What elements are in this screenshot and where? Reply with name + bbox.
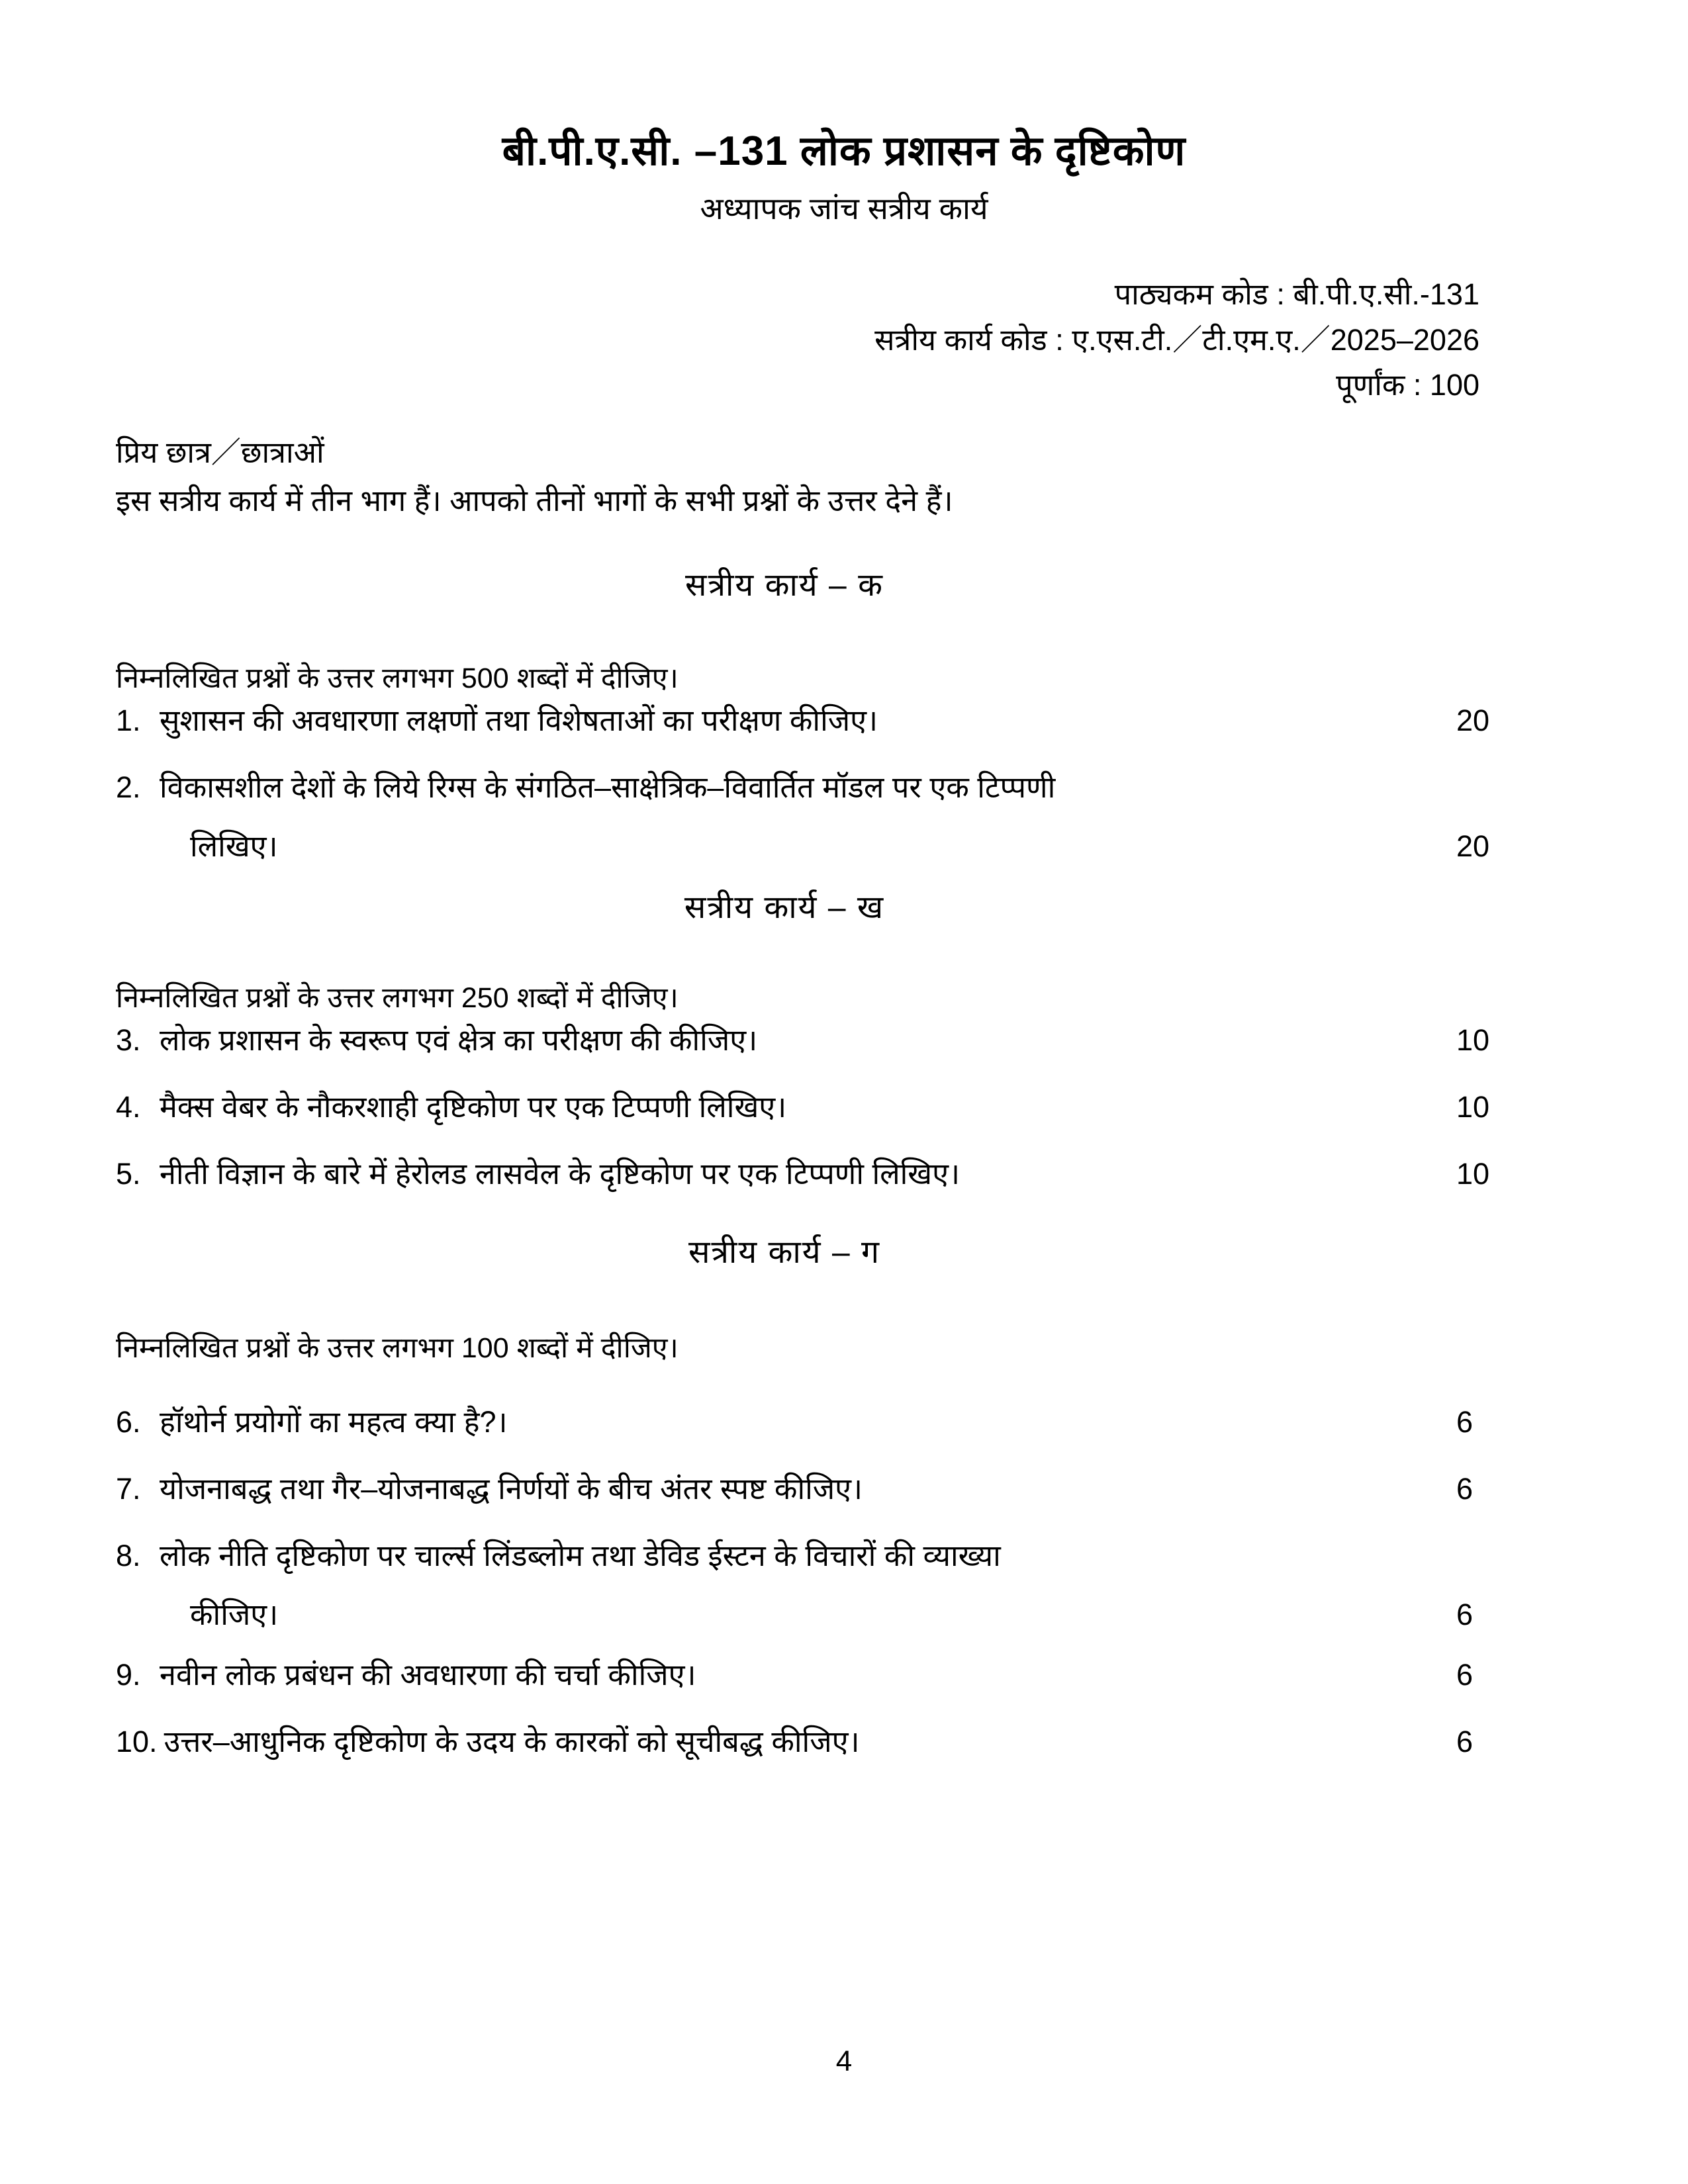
question-number: 7.: [116, 1472, 141, 1506]
question-row: [0, 1023, 1688, 1058]
question-text: योजनाबद्ध तथा गैर–योजनाबद्ध निर्णयों के बीच अंतर स्पष्ट कीजिए।: [160, 1472, 863, 1506]
question-marks: 6: [1456, 1725, 1474, 1759]
question-row: [0, 1407, 1688, 1437]
section-heading-c: सत्रीय कार्य – ग: [688, 1235, 881, 1271]
page-number: 4: [835, 2045, 853, 2077]
intro-instruction: इस सत्रीय कार्य में तीन भाग हैं। आपको तीनों भागों के सभी प्रश्नों के उत्तर देने हैं।: [116, 484, 953, 518]
question-row: [0, 1159, 1688, 1189]
section-heading-b: सत्रीय कार्य – ख: [684, 890, 885, 926]
question-list-b: [0, 1025, 1688, 1189]
question-number: 6.: [116, 1405, 141, 1439]
question-text: [153, 770, 1439, 864]
section-heading-a: सत्रीय कार्य – क: [685, 568, 884, 604]
page-title: बी.पी.ए.सी. –131 लोक प्रशासन के दृष्टिकोण: [502, 128, 1186, 174]
question-row: [0, 1474, 1688, 1504]
question-list-a: [0, 704, 1688, 864]
question-row: [0, 1660, 1688, 1690]
question-text: [153, 1539, 1439, 1632]
question-number: 1.: [116, 704, 141, 738]
question-number: 5.: [116, 1157, 141, 1191]
question-text: सुशासन की अवधारणा लक्षणों तथा विशेषताओं का परीक्षण कीजिए।: [160, 704, 878, 738]
course-code-line: पाठ्यकम कोड : बी.पी.ए.सी.-131: [1114, 277, 1479, 312]
question-row: [0, 1539, 1688, 1632]
question-text-continuation: लिखिए।: [190, 829, 278, 864]
question-marks: 6: [1456, 1405, 1474, 1439]
question-marks: 10: [1456, 1090, 1490, 1124]
salutation: प्रिय छात्र／छात्राओं: [116, 435, 324, 470]
question-marks: 6: [1456, 1598, 1474, 1632]
question-marks: 10: [1456, 1023, 1490, 1058]
section-instruction-c: निम्नलिखित प्रश्नों के उत्तर लगभग 100 शब्दों में दीजिए।: [116, 1332, 679, 1365]
question-text: मैक्स वेबर के नौकरशाही दृष्टिकोण पर एक टिप्पणी लिखिए।: [160, 1090, 787, 1124]
assignment-meta-block: [0, 272, 1688, 408]
question-text-continuation: कीजिए।: [190, 1598, 279, 1632]
question-text-line1: लोक नीति दृष्टिकोण पर चार्ल्स लिंडब्लोम तथा डेविड ईस्टन के विचारों की व्याख्या: [160, 1539, 1001, 1573]
question-row: [0, 1725, 1688, 1759]
question-number: 3.: [116, 1023, 141, 1058]
question-number: 8.: [116, 1539, 141, 1573]
question-marks: 6: [1456, 1658, 1474, 1692]
intro-block: [0, 429, 1688, 525]
question-marks: 6: [1456, 1472, 1474, 1506]
question-number: 4.: [116, 1090, 141, 1124]
page-subtitle: अध्यापक जांच सत्रीय कार्य: [700, 191, 988, 226]
question-row: [0, 1092, 1688, 1122]
question-list-c: [0, 1405, 1688, 1759]
question-row: [0, 770, 1688, 864]
question-row: [0, 704, 1688, 738]
question-text: नवीन लोक प्रबंधन की अवधारणा की चर्चा कीजिए।: [160, 1658, 696, 1692]
question-number: 2.: [116, 770, 141, 805]
question-text: लोक प्रशासन के स्वरूप एवं क्षेत्र का परीक्षण की कीजिए।: [160, 1023, 758, 1058]
question-number: 9.: [116, 1658, 141, 1692]
question-text-line1: विकासशील देशों के लिये रिग्स के संगठित–साक्षेत्रिक–विवार्तित मॉडल पर एक टिप्पणी: [160, 770, 1056, 805]
question-text: हॉथोर्न प्रयोगों का महत्व क्या है?।: [160, 1405, 508, 1439]
section-instruction-a: निम्नलिखित प्रश्नों के उत्तर लगभग 500 शब्दों में दीजिए।: [116, 662, 679, 695]
question-marks: 20: [1456, 829, 1490, 864]
question-marks: 10: [1456, 1157, 1490, 1191]
section-instruction-b: निम्नलिखित प्रश्नों के उत्तर लगभग 250 शब्दों में दीजिए।: [116, 982, 679, 1015]
question-marks: 20: [1456, 704, 1490, 738]
question-text: नीती विज्ञान के बारे में हेरोलड लासवेल के दृष्टिकोण पर एक टिप्पणी लिखिए।: [160, 1157, 961, 1191]
assignment-code-line: सत्रीय कार्य कोड : ए.एस.टी.／टी.एम.ए.／2025–2026: [874, 322, 1479, 357]
question-number: 10.: [116, 1725, 158, 1759]
question-text: उत्तर–आधुनिक दृष्टिकोण के उदय के कारकों को सूचीबद्ध कीजिए।: [164, 1725, 860, 1759]
max-marks-line: पूर्णांक : 100: [1336, 368, 1479, 402]
